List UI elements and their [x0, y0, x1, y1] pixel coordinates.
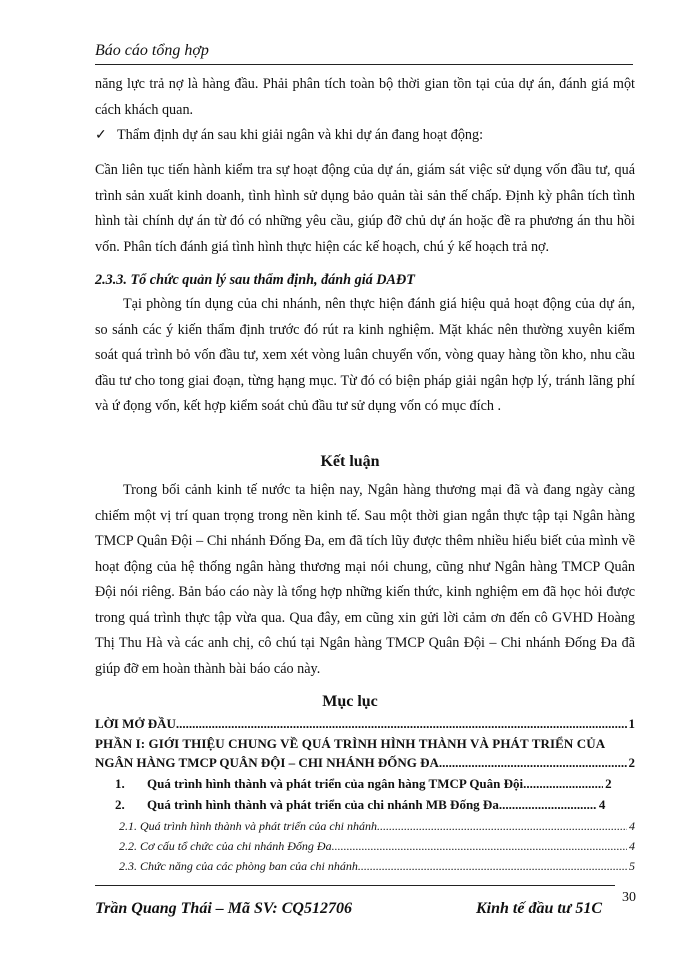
- toc-entry-page: 4: [629, 839, 635, 853]
- toc-entry-number: 1.: [115, 776, 125, 791]
- checklist-item: [95, 123, 635, 148]
- table-of-contents: [95, 716, 635, 876]
- footer-class: Kinh tế đầu tư 51C: [476, 900, 603, 917]
- toc-entry-page: 4: [598, 797, 606, 812]
- checkmark-icon: ✓: [95, 127, 107, 143]
- footer-author: Trần Quang Thái – Mã SV: CQ512706: [95, 900, 352, 917]
- toc-entry-2-3[interactable]: [119, 859, 635, 874]
- toc-entry-1[interactable]: [115, 776, 635, 792]
- toc-entry-part1-line1[interactable]: [95, 736, 635, 752]
- toc-entry-label: 2.2. Cơ cấu tổ chức của chi nhánh Đống Đa: [119, 839, 332, 853]
- paragraph-monitoring: Cần liên tục tiến hành kiểm tra sự hoạt động của dự án, giám sát việc sử dụng vốn đầu tư, quá trình sản xuất kinh doanh, tình hình sử dụng bảo quản tài sản thế chấp. Định kỳ phân tích tình hình tài chính dự án từ đó có những yêu cầu, giúp đỡ chủ dự án hoặc đề ra phương án thu hồi vốn. Phân tích đánh giá tình hình thực hiện các kế hoạch, chú ý kế hoạch trả nợ.: [95, 162, 635, 255]
- toc-entry-label: Quá trình hình thành và phát triển của chi nhánh MB Đống Đa: [147, 797, 499, 812]
- page-number: 30: [622, 890, 636, 905]
- toc-entry-label: PHẦN I: GIỚI THIỆU CHUNG VỀ QUÁ TRÌNH HÌNH THÀNH VÀ PHÁT TRIỂN CỦA: [95, 736, 606, 751]
- header-divider: [95, 64, 633, 65]
- toc-entry-2[interactable]: [115, 797, 635, 813]
- toc-entry-label: Quá trình hình thành và phát triển của ngân hàng TMCP Quân Đội: [147, 776, 524, 791]
- conclusion-title: Kết luận: [320, 453, 380, 470]
- toc-entry-2-2[interactable]: [119, 839, 635, 854]
- page-header-title: Báo cáo tổng hợp: [95, 42, 209, 59]
- checklist-item-text: Thẩm định dự án sau khi giải ngân và khi dự án đang hoạt động:: [117, 127, 484, 143]
- toc-entry-label: LỜI MỞ ĐẦU: [95, 716, 176, 731]
- toc-entry-page: 5: [629, 859, 635, 873]
- toc-entry-page: 1: [628, 716, 635, 731]
- toc-entry-part1-line2[interactable]: [95, 755, 635, 771]
- toc-title: Mục lục: [322, 693, 378, 710]
- section-heading-2-3-3: 2.3.3. Tổ chức quản lý sau thẩm định, đánh giá DAĐT: [95, 272, 415, 288]
- toc-entry-2-1[interactable]: [119, 819, 635, 834]
- toc-entry-page: 2: [628, 755, 635, 770]
- conclusion-paragraph: Trong bối cảnh kinh tế nước ta hiện nay, Ngân hàng thương mại đã và đang ngày càng chiếm một vị trí quan trọng trong nền kinh tế. Sau một thời gian ngắn thực tập tại Ngân hàng TMCP Quân Đội – Chi nhánh Đống Đa, em đã tích lũy được thêm nhiều hiểu biết của mình về hoạt động của hệ thống ngân hàng thương mại nói chung, cũng như Ngân hàng TMCP Quân Đội nói riêng. Bản báo cáo này là tổng hợp những kiến thức, kinh nghiệm em đã học hỏi được trong quá trình thực tập vừa qua. Qua đây, em cũng xin gửi lời cảm ơn đến cô GVHD Hoàng Thị Thu Hà và các anh chị, cô chú tại Ngân hàng TMCP Quân Đội – Chi nhánh Đống Đa đã giúp đỡ em hoàn thành bài báo cáo này.: [95, 482, 635, 677]
- toc-entry-page: 4: [629, 819, 635, 833]
- toc-entry-label: 2.1. Quá trình hình thành và phát triển của chi nhánh: [119, 819, 377, 833]
- toc-entry-label: NGÂN HÀNG TMCP QUÂN ĐỘI – CHI NHÁNH ĐỐNG ĐA: [95, 755, 439, 770]
- paragraph-debt-capacity: năng lực trả nợ là hàng đầu. Phải phân tích toàn bộ thời gian tồn tại của dự án, đánh giá một cách khách quan.: [95, 76, 635, 118]
- toc-entry-label: 2.3. Chức năng của các phòng ban của chi nhánh: [119, 859, 358, 873]
- paragraph-post-appraisal: Tại phòng tín dụng của chi nhánh, nên thực hiện đánh giá hiệu quả hoạt động của dự án, so sánh các ý kiến thẩm định trước đó rút ra kinh nghiệm. Mặt khác nên thường xuyên kiểm soát quá trình bỏ vốn đầu tư, xem xét vòng luân chuyển vốn, vòng quay hàng tồn kho, nhu cầu đầu tư cho tong giai đoạn, từng hạng mục. Từ đó có biện pháp giải ngân hợp lý, tránh lãng phí và ứ đọng vốn, kết hợp kiểm soát chủ đầu tư sử dụng vốn có mục đích .: [95, 296, 635, 414]
- toc-entry-number: 2.: [115, 797, 125, 812]
- footer-divider: [95, 885, 615, 886]
- toc-entry-page: 2: [605, 776, 612, 791]
- toc-entry-intro[interactable]: [95, 716, 635, 732]
